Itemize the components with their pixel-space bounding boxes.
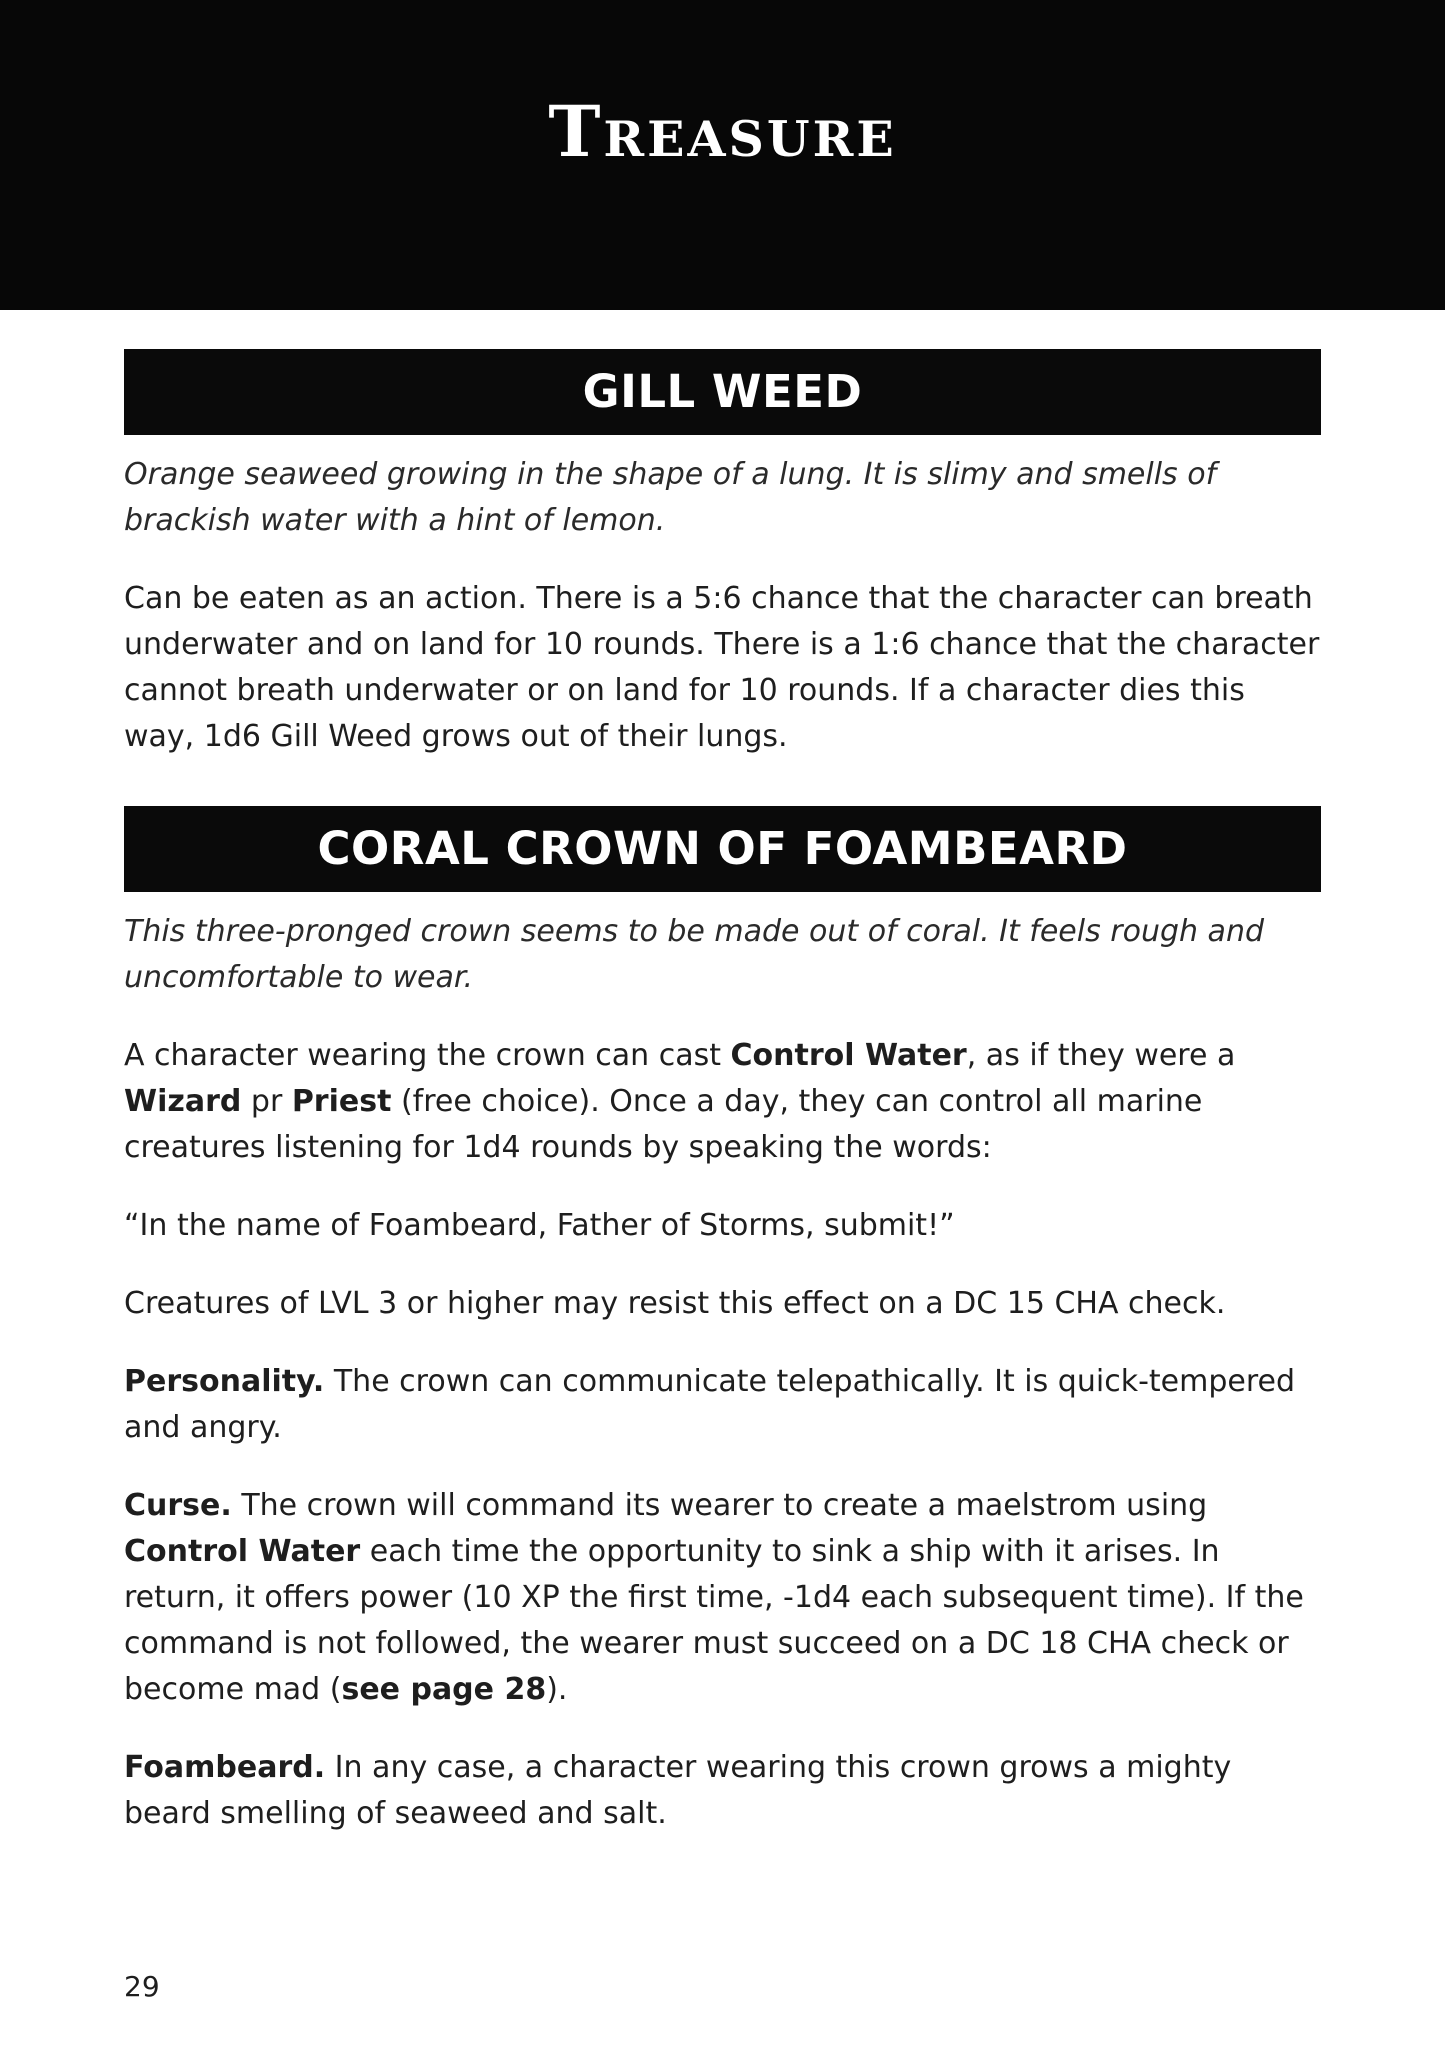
ability-text: A character wearing the crown can cast [124,1038,731,1073]
foambeard-label: Foambeard. [124,1750,326,1785]
page-title: Treasure [548,90,897,173]
class-priest: Priest [291,1084,392,1119]
personality-label: Personality. [124,1364,325,1399]
section-heading-coral-crown: CORAL CROWN OF FOAMBEARD [124,806,1321,892]
coral-crown-quote: “In the name of Foambeard, Father of Storms, submit!” [124,1208,955,1243]
spell-control-water: Control Water [124,1534,361,1569]
page-reference: see page 28 [341,1672,547,1707]
section-heading-gill-weed: GILL WEED [124,349,1321,435]
coral-crown-resist: Creatures of LVL 3 or higher may resist this effect on a DC 15 CHA check. [124,1286,1226,1321]
coral-crown-personality [124,1359,1321,1451]
page-content [124,349,1321,1837]
gill-weed-description: Can be eaten as an action. There is a 5:6 chance that the character can breath underwater and on land for 10 rounds. There is a 1:6 chance that the character cannot breath underwater or on land for 10 rounds. If a character dies this way, 1d6 Gill Weed grows out of their lungs. [124,581,1320,754]
spell-control-water: Control Water [730,1038,967,1073]
ability-text: (free choice). Once a day, they can control all marine creatures listening for 1d4 rounds by speaking the words: [124,1084,1203,1165]
curse-text: The crown will command its wearer to create a maelstrom using [231,1488,1208,1523]
foambeard-text: In any case, a character wearing this crown grows a mighty beard smelling of seaweed and salt. [124,1750,1232,1831]
curse-label: Curse. [124,1488,232,1523]
page-number: 29 [124,1970,160,2003]
coral-crown-ability [124,1033,1321,1171]
coral-crown-flavor-text: This three-pronged crown seems to be made out of coral. It feels rough and uncomfortable to wear. [124,914,1264,995]
ability-text: pr [241,1084,292,1119]
curse-text: ). [546,1672,568,1707]
coral-crown-foambeard [124,1745,1321,1837]
gill-weed-flavor-text: Orange seaweed growing in the shape of a lung. It is slimy and smells of brackish water with a hint of lemon. [124,457,1217,538]
coral-crown-curse [124,1483,1321,1713]
title-banner [0,0,1445,310]
personality-text: The crown can communicate telepathically. It is quick-tempered and angry. [124,1364,1296,1445]
curse-text: each time the opportunity to sink a ship with it arises. In return, it offers power (10 XP the first time, -1d4 each subsequent time). If the command is not followed, the wearer must succeed on a DC 18 CHA check or become mad ( [124,1534,1304,1707]
ability-text: , as if they were a [966,1038,1236,1073]
class-wizard: Wizard [124,1084,242,1119]
